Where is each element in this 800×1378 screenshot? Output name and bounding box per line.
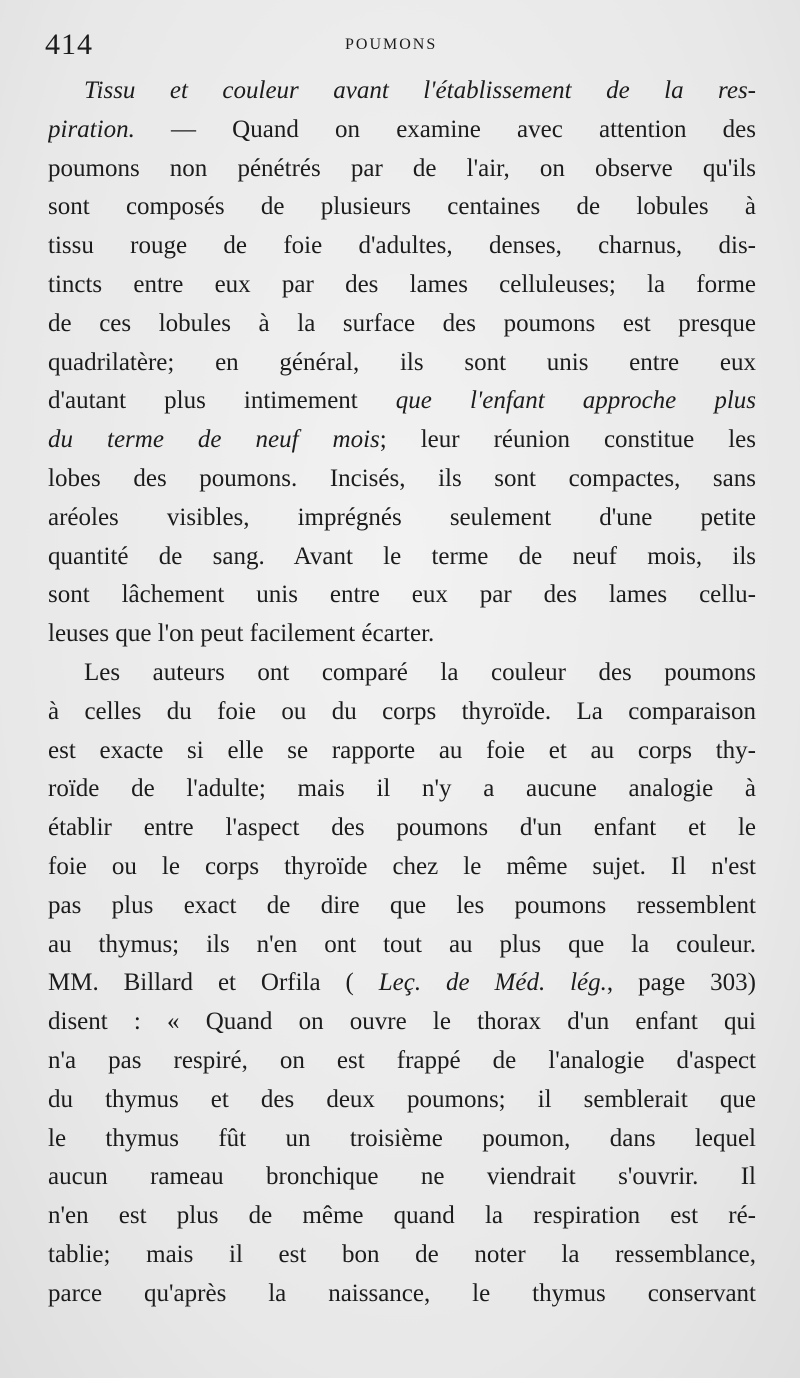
text-segment: , page 303) [606, 969, 756, 997]
text-segment: foie ou le corps thyroïde chez le même sujet. Il n'est [48, 852, 756, 880]
text-line [48, 1197, 756, 1236]
text-segment: Les auteurs ont comparé la couleur des poumons [84, 658, 756, 686]
page-number: 414 [45, 28, 93, 61]
text-segment: le thymus fût un troisième poumon, dans lequel [48, 1124, 756, 1152]
text-line [48, 460, 756, 499]
text-segment: tablie; mais il est bon de noter la ressemblance, [48, 1240, 756, 1268]
italic-text: du terme de neuf mois [48, 426, 380, 454]
text-segment: quantité de sang. Avant le terme de neuf mois, ils [48, 542, 756, 570]
text-segment: à celles du foie ou du corps thyroïde. La comparaison [48, 697, 756, 725]
text-segment: aucun rameau bronchique ne viendrait s'ouvrir. Il [48, 1163, 756, 1191]
text-segment: n'en est plus de même quand la respiration est ré- [48, 1202, 756, 1230]
text-segment: tissu rouge de foie d'adultes, denses, charnus, dis- [48, 232, 756, 260]
text-line [48, 809, 756, 848]
text-line [48, 693, 756, 732]
text-line [48, 1003, 756, 1042]
text-line [48, 538, 756, 577]
text-segment: d'autant plus intimement [48, 387, 396, 415]
text-line [48, 654, 756, 693]
text-line [48, 1120, 756, 1159]
text-line [48, 576, 756, 615]
text-line [48, 72, 756, 111]
text-line [48, 305, 756, 344]
text-line [48, 188, 756, 227]
text-segment: poumons non pénétrés par de l'air, on observe qu'ils [48, 154, 756, 182]
text-segment: établir entre l'aspect des poumons d'un enfant et le [48, 814, 756, 842]
italic-text: piration. [48, 115, 135, 143]
text-segment: ; leur réunion constitue les [379, 426, 756, 454]
text-line [48, 1236, 756, 1275]
text-segment: du thymus et des deux poumons; il semblerait que [48, 1085, 756, 1113]
text-line [48, 499, 756, 538]
text-segment: lobes des poumons. Incisés, ils sont compactes, sans [48, 464, 756, 492]
text-segment: aréoles visibles, imprégnés seulement d'une petite [48, 503, 756, 531]
text-line [48, 1275, 756, 1314]
text-segment: roïde de l'adulte; mais il n'y a aucune analogie à [48, 775, 756, 803]
text-segment: tincts entre eux par des lames celluleuses; la forme [48, 270, 756, 298]
text-segment: de ces lobules à la surface des poumons est presque [48, 309, 756, 337]
text-segment: MM. Billard et Orfila ( [48, 969, 379, 997]
text-segment: sont composés de plusieurs centaines de lobules à [48, 193, 756, 221]
text-segment: quadrilatère; en général, ils sont unis entre eux [48, 348, 756, 376]
text-line [48, 150, 756, 189]
text-line [48, 111, 756, 150]
text-line [48, 615, 756, 654]
body-text [48, 72, 756, 1314]
italic-text: Leç. de Méd. lég. [378, 969, 607, 997]
text-line [48, 382, 756, 421]
text-line [48, 732, 756, 771]
text-line [48, 848, 756, 887]
text-line [48, 1081, 756, 1120]
running-title: POUMONS [345, 36, 438, 53]
text-segment: est exacte si elle se rapporte au foie et au corps thy- [48, 736, 756, 764]
text-line [48, 964, 756, 1003]
text-segment: disent : « Quand on ouvre le thorax d'un enfant qui [48, 1008, 756, 1036]
text-segment: parce qu'après la naissance, le thymus conservant [48, 1279, 756, 1307]
text-line [48, 1042, 756, 1081]
text-line [48, 421, 756, 460]
italic-text: Tissu et couleur avant l'établissement de la res- [84, 77, 756, 104]
text-segment: leuses que l'on peut facilement écarter. [48, 620, 435, 648]
text-segment: pas plus exact de dire que les poumons ressemblent [48, 891, 756, 919]
text-segment: n'a pas respiré, on est frappé de l'analogie d'aspect [48, 1046, 756, 1074]
text-segment: — Quand on examine avec attention des [134, 115, 756, 143]
running-head [45, 28, 755, 68]
text-segment: au thymus; ils n'en ont tout au plus que la couleur. [48, 930, 756, 958]
text-line [48, 887, 756, 926]
text-line [48, 1158, 756, 1197]
text-line [48, 770, 756, 809]
text-line [48, 926, 756, 965]
italic-text: que l'enfant approche plus [395, 387, 756, 415]
text-line [48, 227, 756, 266]
text-segment: sont lâchement unis entre eux par des lames cellu- [48, 581, 756, 609]
text-line [48, 344, 756, 383]
text-line [48, 266, 756, 305]
